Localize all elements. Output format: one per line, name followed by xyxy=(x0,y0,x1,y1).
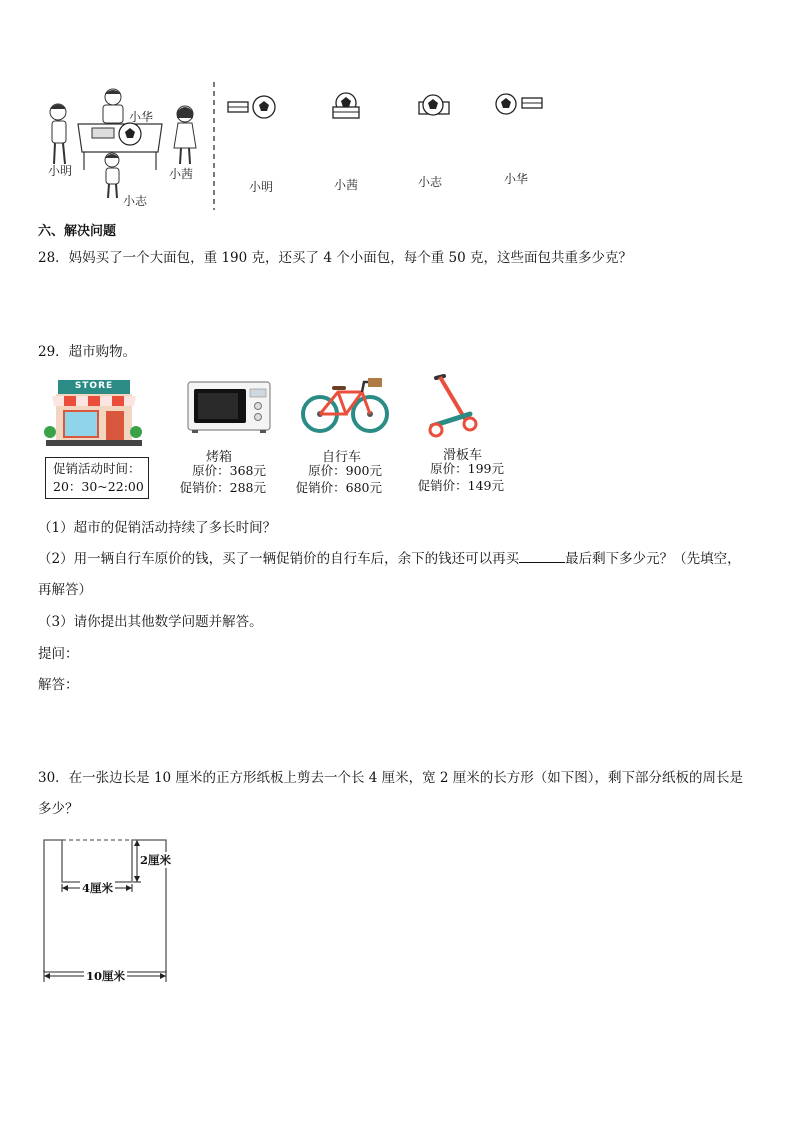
view-xiaoming xyxy=(226,94,280,122)
item-name-scooter: 滑板车 xyxy=(443,448,483,463)
question-29-sub3: （3）请你提出其他数学问题并解答。 xyxy=(38,614,263,630)
promo-time-value: 20：30~22:00 xyxy=(53,479,144,494)
question-29-sub2-part1: （2）用一辆自行车原价的钱，买了一辆促销价的自行车后，余下的钱还可以再买 xyxy=(38,551,520,567)
scene-label-xiaozhi: 小志 xyxy=(123,194,148,208)
ask-label: 提问： xyxy=(38,646,79,662)
question-29-sub1: （1）超市的促销活动持续了多长时间？ xyxy=(38,520,277,536)
promo-time-label: 促销活动时间： xyxy=(53,461,141,476)
view-xiaohua xyxy=(492,92,552,120)
question-29-title: 29．超市购物。 xyxy=(38,344,137,360)
question-29-sub2 xyxy=(38,549,741,569)
store-sign: STORE xyxy=(74,381,114,391)
item-name-oven: 烤箱 xyxy=(206,450,233,465)
question-30-line1: 30．在一张边长是 10 厘米的正方形纸板上剪去一个长 4 厘米，宽 2 厘米的长方形（如下图），剩下部分纸板的周长是 xyxy=(38,770,744,786)
item-original-oven: 原价：368元 xyxy=(192,463,266,478)
item-promo-oven: 促销价：288元 xyxy=(179,480,266,495)
scene-label-xiaohua: 小华 xyxy=(129,110,154,124)
promo-time-box xyxy=(45,457,149,499)
item-promo-scooter: 促销价：149元 xyxy=(417,478,504,493)
dimension-2cm: 2厘米 xyxy=(140,853,172,867)
answer-label: 解答： xyxy=(38,677,79,693)
dimension-10cm: 10厘米 xyxy=(86,969,126,983)
bicycle-icon xyxy=(300,376,390,434)
item-original-scooter: 原价：199元 xyxy=(430,461,504,476)
question-29-sub2-cont: 再解答） xyxy=(38,582,92,598)
view-label-4: 小华 xyxy=(504,172,529,186)
section-heading: 六、解决问题 xyxy=(38,224,117,239)
scene-label-xiaoxi: 小茜 xyxy=(169,167,194,181)
fill-in-blank[interactable] xyxy=(519,550,565,563)
view-label-1: 小明 xyxy=(249,180,274,194)
scooter-icon xyxy=(424,374,484,440)
question-29-sub2-part2: 最后剩下多少元？（先填空， xyxy=(565,551,741,567)
view-xiaoxi xyxy=(330,92,370,122)
dashed-divider xyxy=(213,82,217,210)
view-label-3: 小志 xyxy=(418,175,443,189)
view-label-2: 小茜 xyxy=(334,178,359,192)
microwave-icon xyxy=(186,380,272,434)
item-name-bicycle: 自行车 xyxy=(322,450,362,465)
view-xiaozhi xyxy=(417,92,457,122)
question-30-line2: 多少？ xyxy=(38,801,79,817)
question-28: 28．妈妈买了一个大面包，重 190 克，还买了 4 个小面包，每个重 50 克，这些面包共重多少克？ xyxy=(38,250,632,266)
item-original-bicycle: 原价：900元 xyxy=(308,463,382,478)
item-promo-bicycle: 促销价：680元 xyxy=(295,480,382,495)
scene-label-xiaoming: 小明 xyxy=(48,164,73,178)
dimension-4cm: 4厘米 xyxy=(82,881,114,895)
